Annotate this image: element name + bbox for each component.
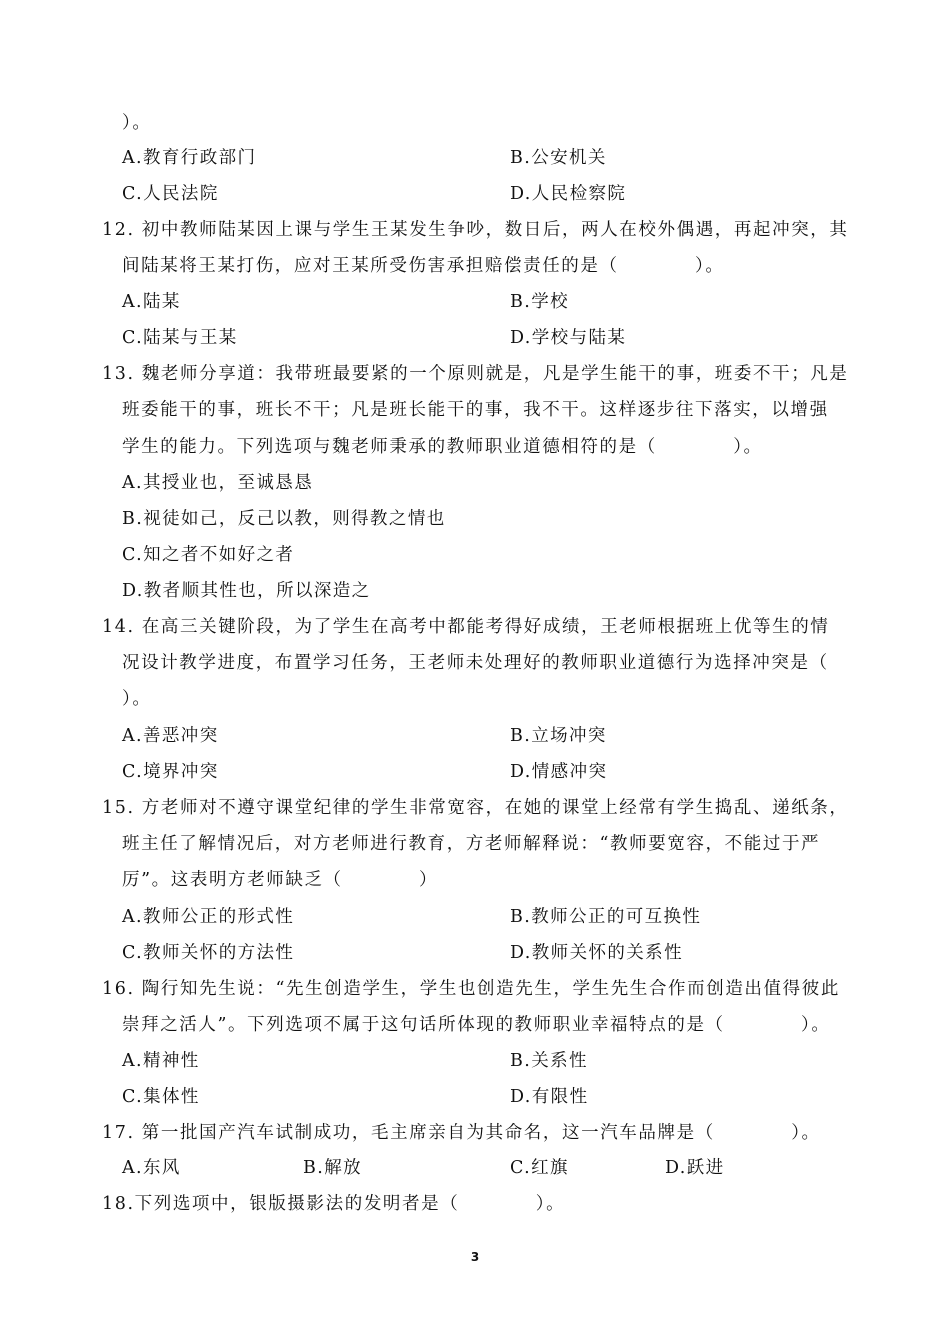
q16-option-d: D.有限性 bbox=[510, 1087, 589, 1107]
q18-line-1: 18.下列选项中，银版摄影法的发明者是（ ）。 bbox=[102, 1194, 566, 1214]
q13-option-b: B.视徒如己，反己以教，则得教之情也 bbox=[122, 509, 446, 529]
q11-option-d: D.人民检察院 bbox=[510, 184, 627, 204]
q14-option-d: D.情感冲突 bbox=[510, 762, 608, 782]
q12-line-1: 12. 初中教师陆某因上课与学生王某发生争吵，数日后，两人在校外偶遇，再起冲突，其 bbox=[102, 220, 849, 240]
q17-line-1: 17. 第一批国产汽车试制成功，毛主席亲自为其命名，这一汽车品牌是（ ）。 bbox=[102, 1123, 821, 1143]
q13-option-c: C.知之者不如好之者 bbox=[122, 545, 295, 565]
q14-option-b: B.立场冲突 bbox=[510, 726, 607, 746]
q12-option-d: D.学校与陆某 bbox=[510, 328, 627, 348]
q16-line-1: 16. 陶行知先生说：“先生创造学生，学生也创造先生，学生先生合作而创造出值得彼此 bbox=[102, 979, 840, 999]
q12-option-c: C.陆某与王某 bbox=[122, 328, 238, 348]
q15-option-d: D.教师关怀的关系性 bbox=[510, 943, 683, 963]
q14-option-a: A.善恶冲突 bbox=[122, 726, 219, 746]
q17-option-a: A.东风 bbox=[122, 1158, 181, 1178]
q11-option-b: B.公安机关 bbox=[510, 148, 607, 168]
q11-tail: ）。 bbox=[122, 113, 152, 133]
q17-option-d: D.跃进 bbox=[665, 1158, 725, 1178]
q12-line-2: 间陆某将王某打伤，应对王某所受伤害承担赔偿责任的是（ ）。 bbox=[122, 256, 725, 276]
q16-option-a: A.精神性 bbox=[122, 1051, 200, 1071]
q16-line-2: 崇拜之活人”。下列选项不属于这句话所体现的教师职业幸福特点的是（ ）。 bbox=[122, 1015, 831, 1035]
q17-option-c: C.红旗 bbox=[510, 1158, 569, 1178]
q13-option-a: A.其授业也，至诚恳恳 bbox=[122, 473, 314, 493]
q14-line-1: 14. 在高三关键阶段，为了学生在高考中都能考得好成绩，王老师根据班上优等生的情 bbox=[102, 617, 830, 637]
q11-option-c: C.人民法院 bbox=[122, 184, 219, 204]
q13-line-1: 13. 魏老师分享道：我带班最要紧的一个原则就是，凡是学生能干的事，班委不干；凡是 bbox=[102, 364, 849, 384]
q13-line-2: 班委能干的事，班长不干；凡是班长能干的事，我不干。这样逐步往下落实，以增强 bbox=[122, 400, 829, 420]
q14-option-c: C.境界冲突 bbox=[122, 762, 219, 782]
q15-option-b: B.教师公正的可互换性 bbox=[510, 907, 702, 927]
q15-option-a: A.教师公正的形式性 bbox=[122, 907, 295, 927]
q16-option-b: B.关系性 bbox=[510, 1051, 588, 1071]
q15-line-3: 厉”。这表明方老师缺乏（ ） bbox=[122, 870, 439, 890]
q11-option-a: A.教育行政部门 bbox=[122, 148, 257, 168]
page-number: 3 bbox=[470, 1250, 480, 1264]
q15-line-1: 15. 方老师对不遵守课堂纪律的学生非常宽容，在她的课堂上经常有学生捣乱、递纸条， bbox=[102, 798, 849, 818]
q14-line-2: 况设计教学进度，布置学习任务，王老师未处理好的教师职业道德行为选择冲突是（ bbox=[122, 653, 829, 673]
q13-line-3: 学生的能力。下列选项与魏老师秉承的教师职业道德相符的是（ ）。 bbox=[122, 437, 763, 457]
q17-option-b: B.解放 bbox=[303, 1158, 363, 1178]
q13-option-d: D.教者顺其性也，所以深造之 bbox=[122, 581, 371, 601]
q12-option-b: B.学校 bbox=[510, 292, 570, 312]
q16-option-c: C.集体性 bbox=[122, 1087, 200, 1107]
q15-option-c: C.教师关怀的方法性 bbox=[122, 943, 295, 963]
q15-line-2: 班主任了解情况后，对方老师进行教育，方老师解释说：“教师要宽容，不能过于严 bbox=[122, 834, 821, 854]
q12-option-a: A.陆某 bbox=[122, 292, 181, 312]
q14-line-3: ）。 bbox=[122, 689, 152, 709]
